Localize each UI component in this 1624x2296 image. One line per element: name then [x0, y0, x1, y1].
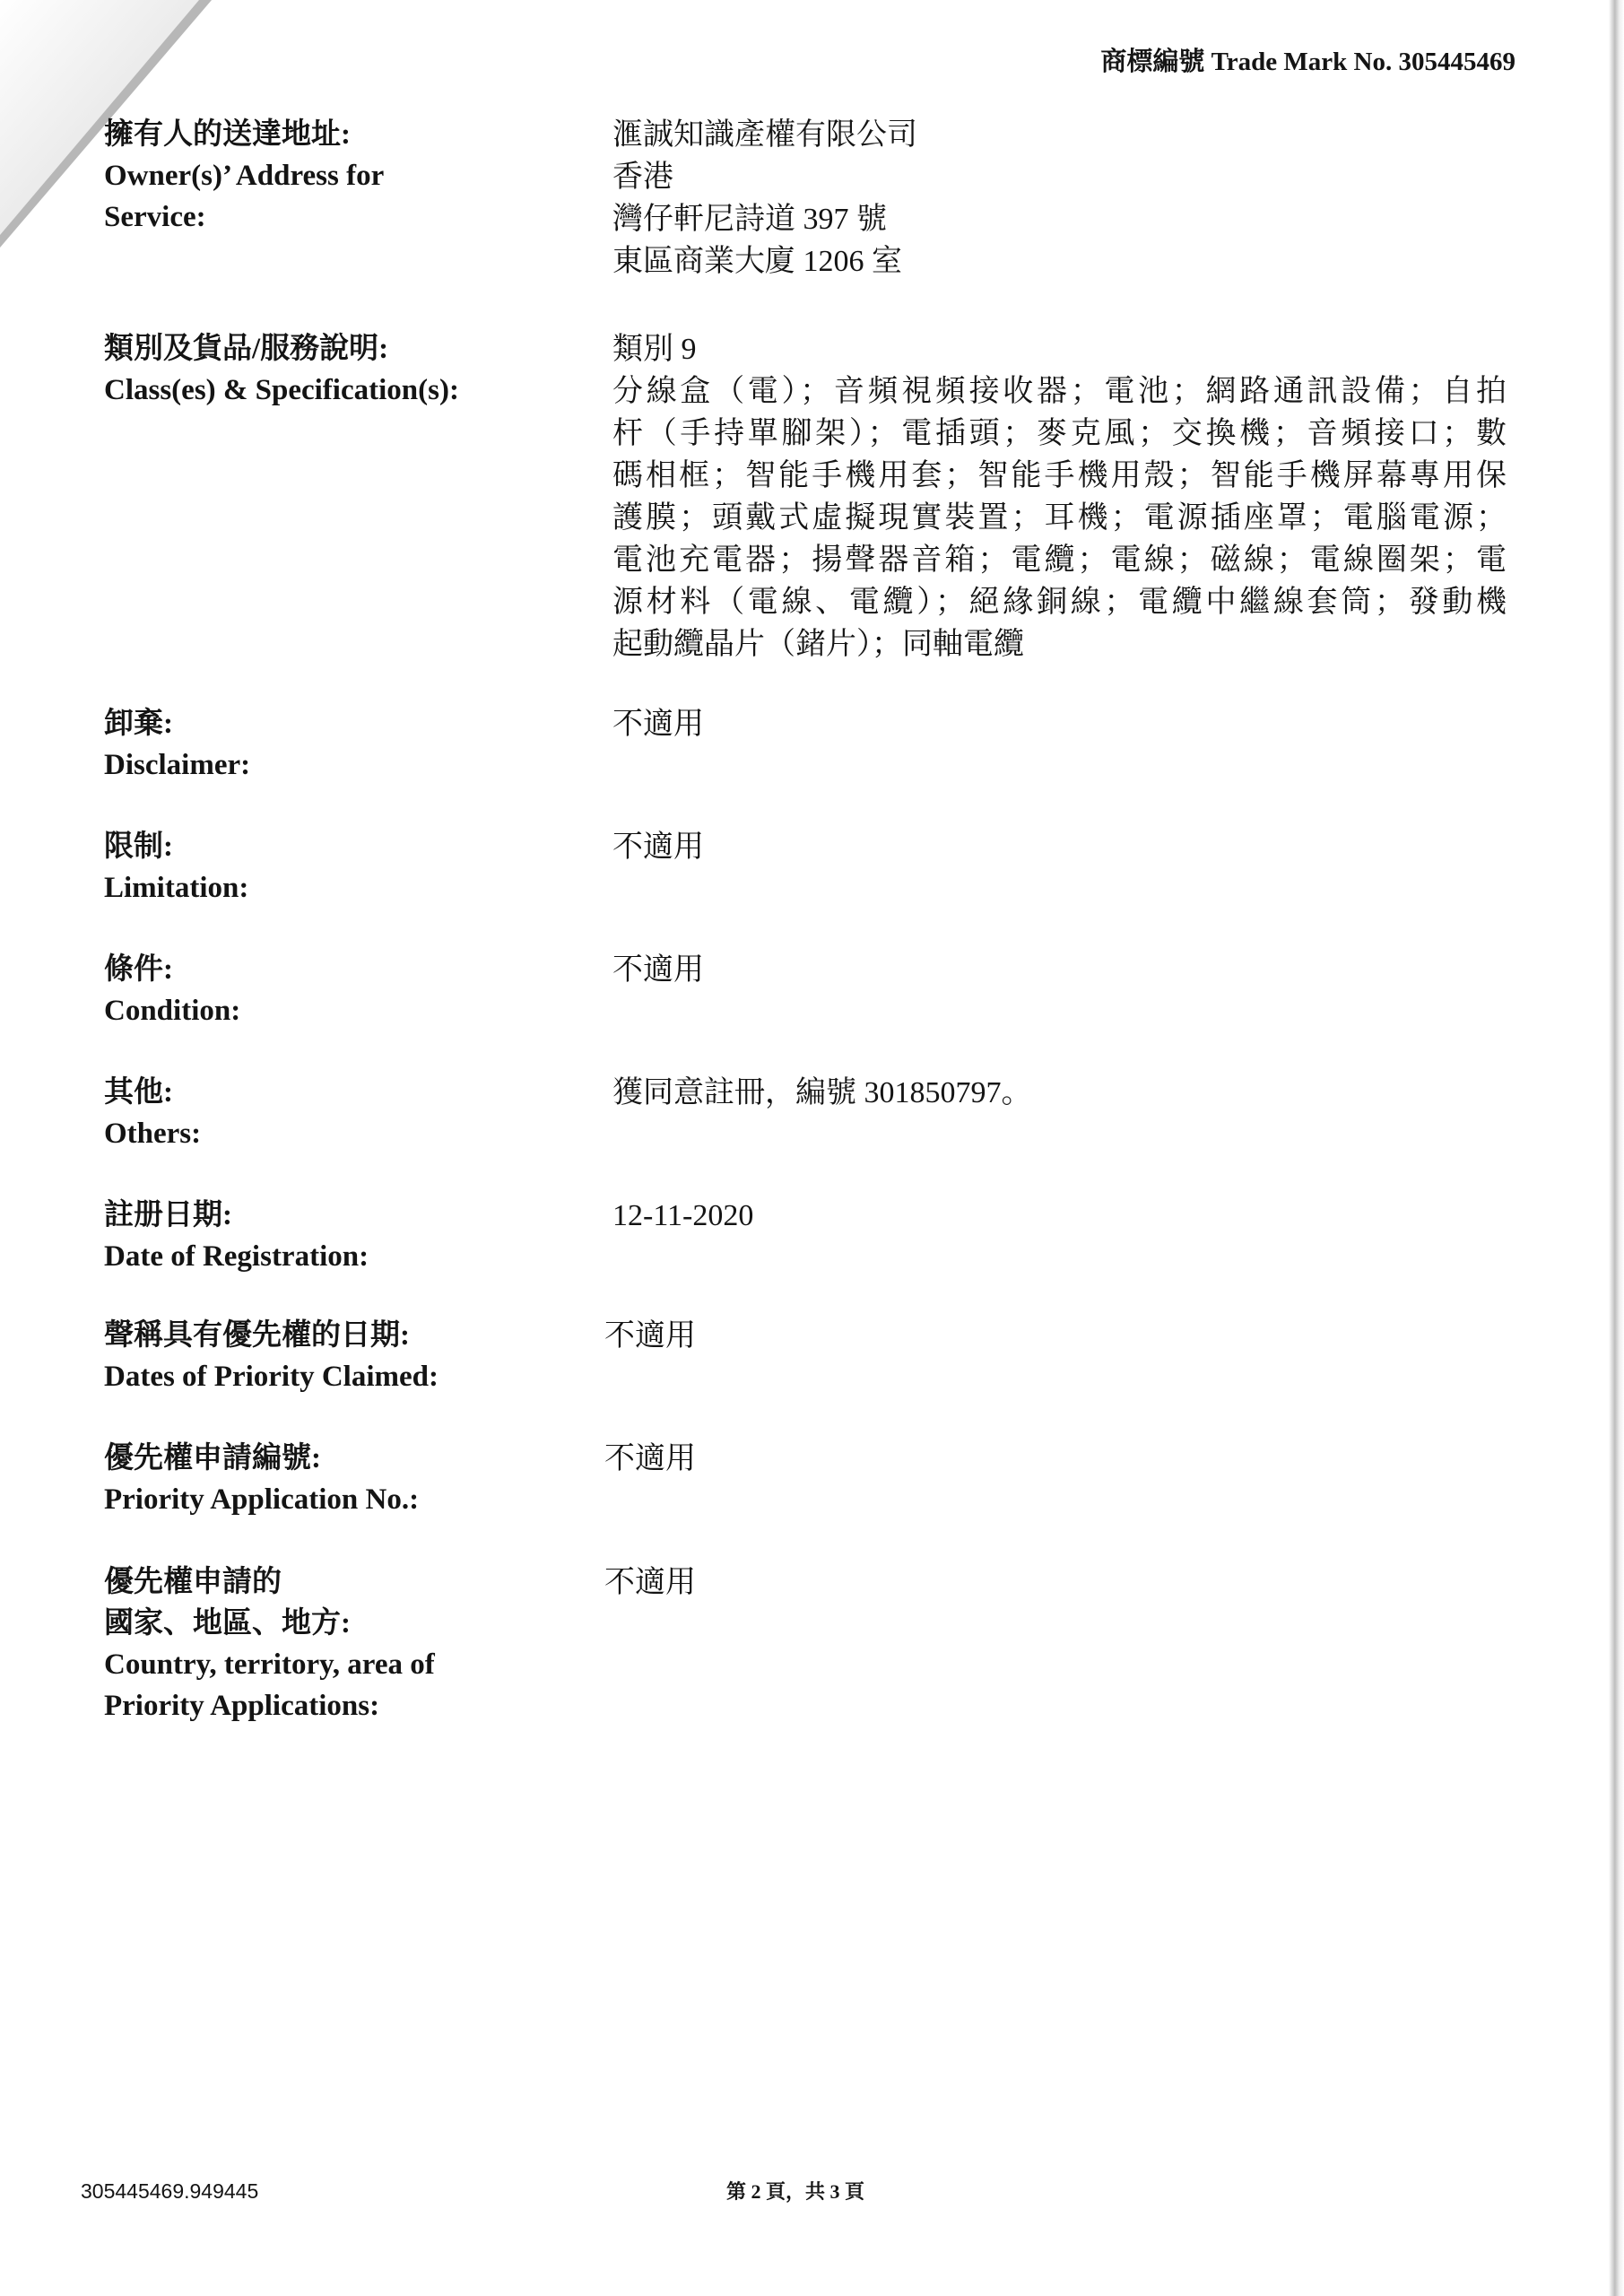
others-label [104, 1072, 606, 1154]
priority-application-no-label-en: Priority Application No.: [104, 1483, 420, 1516]
classes-label-en: Class(es) & Specification(s): [104, 374, 459, 406]
classes-label [104, 328, 606, 411]
priority-country-value: 不適用 [604, 1566, 696, 1599]
disclaimer-value: 不適用 [612, 708, 704, 741]
others-value: 獲同意註冊，編號 301850797。 [612, 1076, 1032, 1109]
classes-label-zh: 類別及貨品/服務說明: [104, 333, 389, 365]
specification-line: 電池充電器；揚聲器音箱；電纜；電線；磁線；電線圈架；電 [612, 544, 1507, 577]
others-label-zh: 其他: [104, 1076, 173, 1109]
condition-label-en: Condition: [104, 995, 241, 1027]
priority-country-label-en: Country, territory, area of Priority Applications: [104, 1648, 435, 1722]
owner-address-value [612, 114, 1507, 283]
disclaimer-label [104, 703, 606, 786]
page-indicator: 第 2 頁，共 3 頁 [725, 2180, 864, 2203]
specification-line: 起動纜晶片（鍺片）；同軸電纜 [612, 628, 1024, 661]
priority-dates-value: 不適用 [604, 1319, 696, 1352]
limitation-value: 不適用 [612, 831, 704, 864]
registration-date-label-zh: 註册日期: [104, 1199, 232, 1231]
trade-mark-number: 商標編號 Trade Mark No. 305445469 [1100, 48, 1515, 76]
specification-line: 分線盒（電）；音頻視頻接收器；電池；網路通訊設備；自拍 [612, 375, 1507, 408]
priority-dates-label-zh: 聲稱具有優先權的日期: [104, 1319, 410, 1352]
priority-application-no-value: 不適用 [604, 1442, 696, 1475]
owner-address-label [104, 114, 606, 238]
disclaimer-label-en: Disclaimer: [104, 749, 251, 781]
priority-application-no-label [104, 1438, 606, 1520]
owner-address-line: 滙誠知識產權有限公司 [612, 118, 917, 152]
condition-label [104, 949, 606, 1031]
owner-address-line: 香港 [612, 161, 673, 194]
priority-application-no-label-zh: 優先權申請編號: [104, 1442, 321, 1474]
owner-address-label-en: Owner(s)’ Address for Service: [104, 160, 385, 233]
limitation-label-zh: 限制: [104, 831, 173, 863]
owner-address-label-zh: 擁有人的送達地址: [104, 118, 351, 151]
specification-line: 護膜；頭戴式虛擬現實裝置；耳機；電源插座罩；電腦電源； [612, 501, 1507, 535]
class-number: 類別 9 [612, 333, 697, 366]
priority-dates-label-en: Dates of Priority Claimed: [104, 1361, 439, 1393]
limitation-label [104, 826, 606, 909]
priority-dates-label [104, 1315, 606, 1397]
specification-line: 碼相框；智能手機用套；智能手機用殼；智能手機屏幕專用保 [612, 459, 1507, 492]
registration-date-value: 12-11-2020 [612, 1199, 754, 1232]
others-label-en: Others: [104, 1118, 202, 1150]
registration-date-label [104, 1195, 606, 1277]
registration-date-label-en: Date of Registration: [104, 1240, 369, 1273]
disclaimer-label-zh: 卸棄: [104, 708, 173, 740]
classes-value [612, 328, 1507, 665]
scan-edge [1609, 0, 1624, 2296]
specification-line: 杆（手持單腳架）；電插頭；麥克風；交換機；音頻接口；數 [612, 417, 1507, 450]
condition-value: 不適用 [612, 953, 704, 987]
condition-label-zh: 條件: [104, 953, 173, 986]
owner-address-line: 東區商業大廈 1206 室 [612, 245, 902, 278]
priority-country-label [104, 1561, 606, 1726]
owner-address-line: 灣仔軒尼詩道 397 號 [612, 203, 887, 236]
priority-country-label-zh: 優先權申請的 國家、地區、地方: [104, 1566, 351, 1639]
specification-line: 源材料（電線、電纜）；絕緣銅線；電纜中繼線套筒；發動機 [612, 586, 1507, 619]
document-reference: 305445469.949445 [81, 2179, 259, 2203]
limitation-label-en: Limitation: [104, 872, 249, 904]
